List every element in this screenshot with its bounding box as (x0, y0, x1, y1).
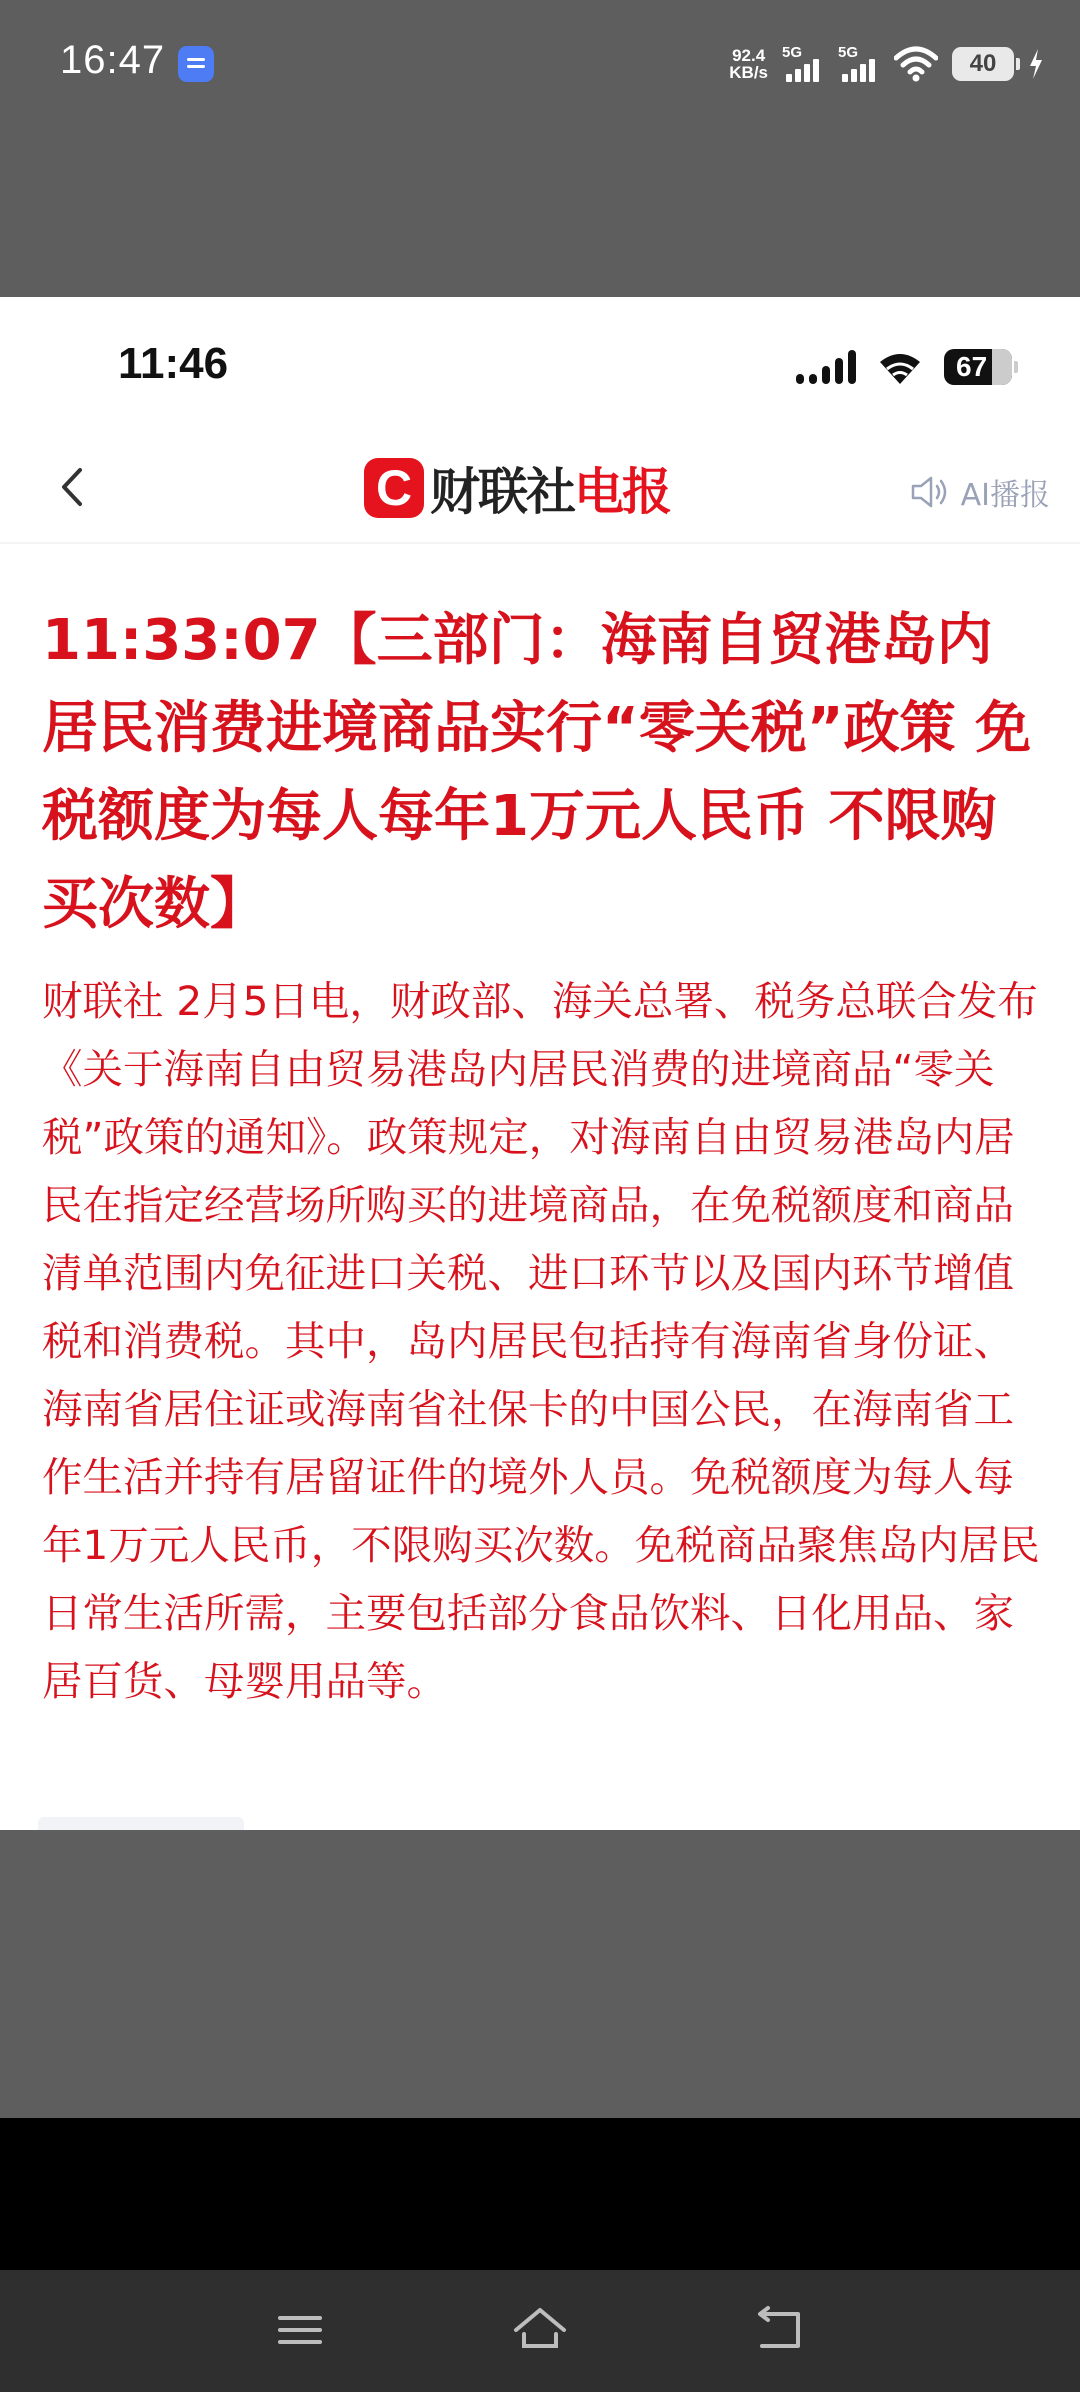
back-arrow-icon[interactable] (48, 462, 98, 512)
header-divider (0, 542, 1080, 544)
inner-battery-indicator (944, 349, 1018, 385)
navigation-bar (0, 2270, 1080, 2392)
sim1-network-label: 5G (782, 44, 803, 61)
inner-battery-level: 67 (956, 351, 988, 382)
inner-status-icons (796, 349, 1018, 385)
article-body: 财联社 2月5日电，财政部、海关总署、税务总联合发布《关于海南自由贸易港岛内居民消费的进境商品“零关税”政策的通知》。政策规定，对海南自由贸易港岛内居民在指定经营场所购买的进境商品，在免税额度和商品清单范围内免征进口关税、进口环节以及国内环节增值税和消费税。其中，岛内居民包括持有海南省身份证、海南省居住证或海南省社保卡的中国公民，在海南省工作生活并持有居留证件的境外人员。免税额度为每人每年1万元人民币，不限购买次数。免税商品聚焦岛内居民日常生活所需，主要包括部分食品饮料、日化用品、家居百货、母婴用品等。 (42, 977, 1040, 1705)
sim2-network-label: 5G (838, 44, 859, 61)
status-icons (729, 40, 1044, 88)
sim2-signal-icon (838, 44, 880, 84)
system-time: 16:47 (60, 38, 166, 82)
charging-icon (1028, 49, 1044, 79)
brand-logo-icon: C (364, 458, 424, 518)
screenshot-card (0, 297, 1080, 1830)
wifi-icon (894, 44, 938, 84)
battery-indicator: 40 (952, 47, 1014, 81)
network-speed (729, 47, 768, 81)
inner-wifi-icon (878, 350, 922, 384)
menu-icon[interactable] (270, 2300, 330, 2360)
article-headline: 11:33:07【三部门：海南自贸港岛内居民消费进境商品实行“零关税”政策 免税额度为每人每年1万元人民币 不限购买次数】 (42, 608, 1032, 937)
inner-time: 11:46 (118, 339, 229, 388)
brand-name: 财联社 (430, 463, 574, 521)
brand-title (364, 456, 670, 520)
cellular-signal-icon (796, 350, 856, 384)
next-card-edge (38, 1817, 244, 1830)
back-icon[interactable] (750, 2300, 810, 2360)
message-notification-icon (178, 46, 214, 82)
network-speed-value: 92.4 (732, 46, 766, 65)
ai-broadcast-label: AI播报 (960, 478, 1050, 513)
brand-tag: 电报 (574, 463, 670, 521)
app-header (0, 432, 1080, 542)
network-speed-unit: KB/s (729, 63, 768, 82)
sim1-signal-icon (782, 44, 824, 84)
inner-status-bar (0, 297, 1080, 432)
speaker-icon (909, 474, 949, 510)
system-status-bar (0, 0, 1080, 130)
ai-broadcast-button[interactable] (909, 470, 1050, 514)
home-icon[interactable] (510, 2300, 570, 2360)
black-band (0, 2118, 1080, 2270)
